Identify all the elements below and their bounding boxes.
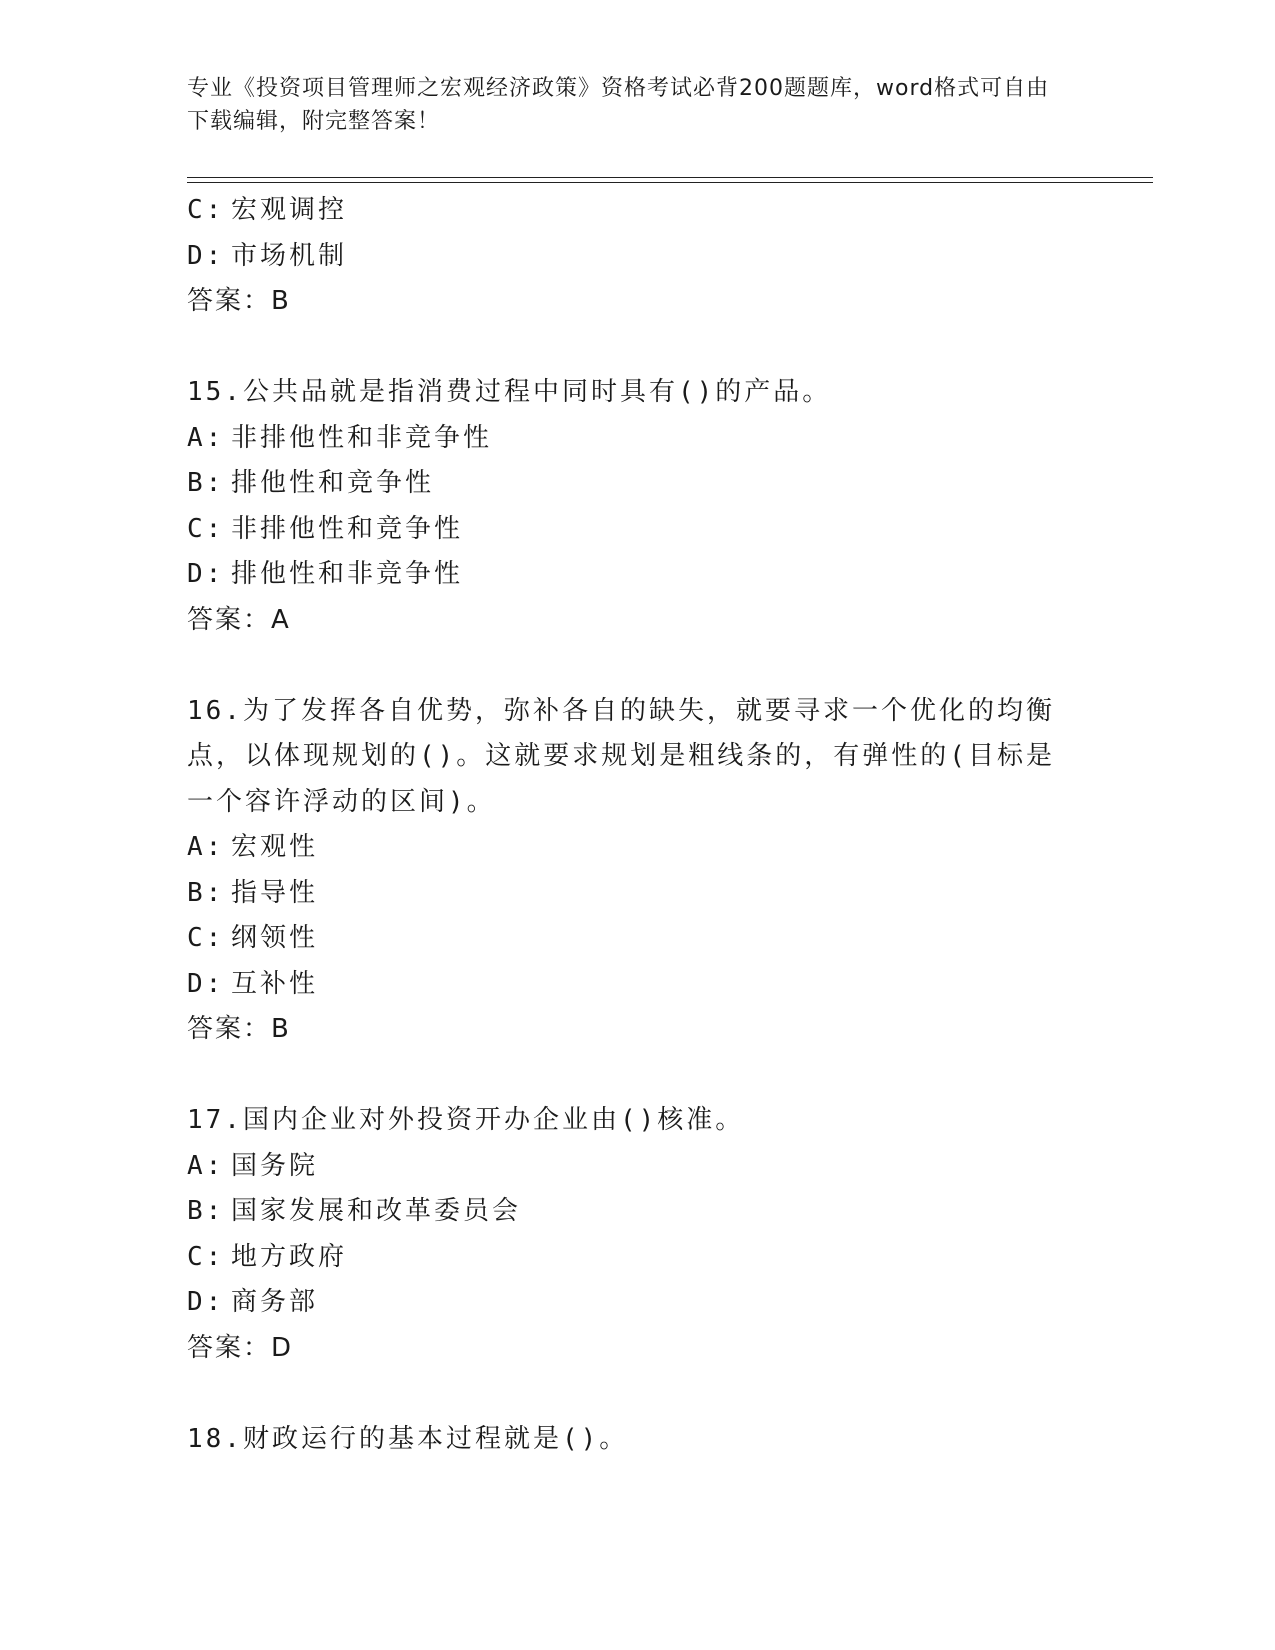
header-divider-bottom bbox=[187, 182, 1153, 183]
option-label: B: bbox=[187, 877, 225, 908]
option-b bbox=[187, 1189, 1087, 1235]
option-label: D: bbox=[187, 240, 225, 271]
option-label: D: bbox=[187, 559, 225, 589]
spacer bbox=[187, 1053, 1087, 1099]
answer: 答案：B bbox=[187, 286, 291, 316]
option-text: 宏观调控 bbox=[231, 195, 348, 225]
option-label: C: bbox=[187, 1241, 225, 1272]
option-text: 国家发展和改革委员会 bbox=[231, 1196, 522, 1226]
document-header: 专业《投资项目管理师之宏观经济政策》资格考试必背200题题库，word格式可自由下载编辑，附完整答案！ bbox=[187, 76, 1050, 134]
option-label: A: bbox=[187, 1150, 225, 1181]
option-label: C: bbox=[187, 513, 225, 544]
option-text: 排他性和竞争性 bbox=[231, 468, 435, 498]
option-d bbox=[187, 234, 1087, 280]
option-a bbox=[187, 1144, 1087, 1190]
answer: 答案：A bbox=[187, 604, 291, 635]
spacer bbox=[187, 1371, 1087, 1417]
option-d bbox=[187, 962, 1087, 1008]
option-label: D: bbox=[187, 968, 225, 999]
option-b bbox=[187, 461, 1087, 507]
answer: 答案：D bbox=[187, 1332, 294, 1363]
option-text: 宏观性 bbox=[231, 832, 319, 862]
option-d bbox=[187, 1280, 1087, 1326]
question-stem: 18.财政运行的基本过程就是()。 bbox=[187, 1423, 629, 1454]
option-text: 市场机制 bbox=[231, 240, 348, 271]
option-label: A: bbox=[187, 422, 225, 453]
option-label: C: bbox=[187, 195, 225, 225]
option-label: B: bbox=[187, 1196, 225, 1226]
option-c bbox=[187, 916, 1087, 962]
spacer bbox=[187, 643, 1087, 689]
option-text: 互补性 bbox=[231, 968, 319, 999]
option-a bbox=[187, 416, 1087, 462]
option-label: D: bbox=[187, 1287, 225, 1317]
option-d bbox=[187, 552, 1087, 598]
question-stem: 15.公共品就是指消费过程中同时具有()的产品。 bbox=[187, 377, 832, 407]
option-text: 非排他性和竞争性 bbox=[231, 513, 464, 544]
option-text: 国务院 bbox=[231, 1150, 319, 1181]
option-b bbox=[187, 871, 1087, 917]
question-content bbox=[187, 188, 1087, 1462]
option-c bbox=[187, 507, 1087, 553]
option-text: 地方政府 bbox=[231, 1241, 348, 1272]
question-stem: 17.国内企业对外投资开办企业由()核准。 bbox=[187, 1105, 745, 1135]
spacer bbox=[187, 325, 1087, 371]
question-stem: 16.为了发挥各自优势，弥补各自的缺失，就要寻求一个优化的均衡点，以体现规划的()。这就要求规划是粗线条的，有弹性的(目标是一个容许浮动的区间)。 bbox=[187, 695, 1055, 817]
option-c bbox=[187, 188, 1087, 234]
option-text: 非排他性和非竞争性 bbox=[231, 422, 493, 453]
option-label: A: bbox=[187, 832, 225, 862]
option-c bbox=[187, 1235, 1087, 1281]
answer: 答案：B bbox=[187, 1014, 291, 1044]
option-text: 商务部 bbox=[231, 1287, 319, 1317]
option-label: B: bbox=[187, 468, 225, 498]
header-divider-top bbox=[187, 177, 1153, 178]
option-a bbox=[187, 825, 1087, 871]
option-label: C: bbox=[187, 923, 225, 953]
option-text: 指导性 bbox=[231, 877, 319, 908]
option-text: 排他性和非竞争性 bbox=[231, 559, 464, 589]
option-text: 纲领性 bbox=[231, 923, 319, 953]
